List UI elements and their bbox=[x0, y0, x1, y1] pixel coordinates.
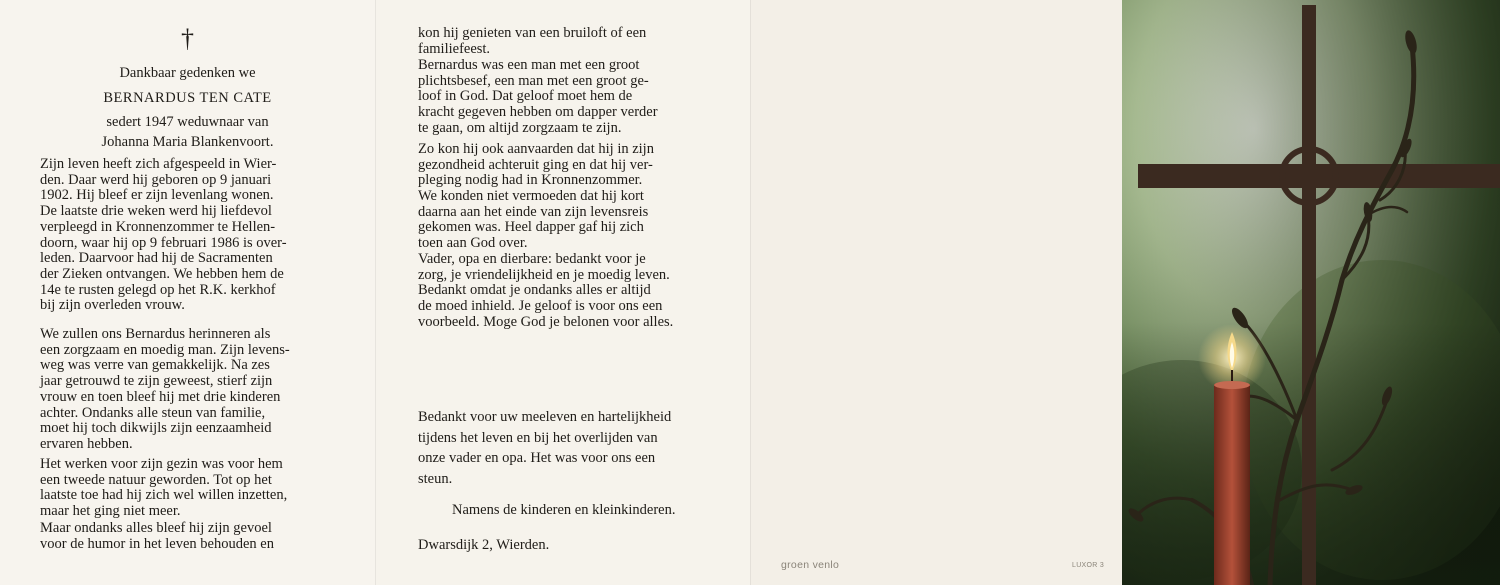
address-line: Dwarsdijk 2, Wierden. bbox=[418, 537, 550, 553]
back-panel bbox=[750, 0, 1122, 585]
header-line-3: sedert 1947 weduwnaar van bbox=[106, 114, 269, 130]
card-code: LUXOR 3 bbox=[1072, 562, 1105, 569]
middle-paragraph-1: kon hij genieten van een bruiloft of een familiefeest. bbox=[418, 25, 647, 57]
middle-paragraph-4: We konden niet vermoeden dat hij kort daarna aan het einde van zijn levensreis gekomen was. Heel dapper gaf hij zich toen aan God over. bbox=[418, 188, 649, 252]
middle-paragraph-3: Zo kon hij ook aanvaarden dat hij in zijn gezondheid achteruit ging en dat hij ver- pleging nodig had in Kronnenzommer. bbox=[418, 141, 654, 189]
signature-line: Namens de kinderen en kleinkinderen. bbox=[452, 502, 676, 518]
left-paragraph-3: Het werken voor zijn gezin was voor hem een tweede natuur geworden. Tot op het laatste toe had hij zich wel willen inzetten, maar het ging niet meer. bbox=[40, 456, 288, 520]
left-paragraph-4: Maar ondanks alles bleef hij zijn gevoel voor de humor in het leven behouden en bbox=[40, 520, 274, 552]
cross-icon: † bbox=[181, 24, 194, 53]
middle-paragraph-5: Vader, opa en dierbare: bedankt voor je zorg, je vriendelijkheid en je moedig leven. Bedankt omdat je ondanks alles er altijd de moed inhield. Je geloof is voor ons een voorbeeld. Moge God je belonen voor alles. bbox=[418, 251, 674, 330]
printer-imprint: groen venlo bbox=[781, 559, 840, 571]
photo-panel bbox=[1122, 0, 1500, 585]
left-text-panel bbox=[0, 0, 375, 585]
left-paragraph-2: We zullen ons Bernardus herinneren als een zorgzaam en moedig man. Zijn levens- weg was verre van gemakkelijk. Na zes jaar getrouwd te zijn geweest, stierf zijn vrouw en toen bleef hij met drie kinderen achter. Ondanks alle steun van familie, moet hij toch dikwijls zijn eenzaamheid ervaren hebben. bbox=[40, 326, 290, 452]
header-line-1: Dankbaar gedenken we bbox=[119, 65, 256, 81]
deceased-name: BERNARDUS TEN CATE bbox=[103, 90, 272, 106]
thanks-paragraph: Bedankt voor uw meeleven en hartelijkheid tijdens het leven en bij het overlijden van onze vader en opa. Het was voor ons een steun. bbox=[418, 409, 672, 487]
header-line-4: Johanna Maria Blankenvoort. bbox=[101, 134, 274, 150]
middle-paragraph-2: Bernardus was een man met een groot plichtsbesef, een man met een groot ge- loof in God. Dat geloof moet hem de kracht gegeven hebben om dapper verder te gaan, om altijd zorgzaam te zijn. bbox=[418, 57, 658, 136]
left-paragraph-1: Zijn leven heeft zich afgespeeld in Wier- den. Daar werd hij geboren op 9 januari 1902. Hij bleef er zijn levenlang wonen. De laatste drie weken werd hij liefdevol verpleegd in Kronnenzommer te Hellen- doorn, waar hij op 9 februari 1986 is over- leden. Daarvoor had hij de Sacramenten der Zieken ontvangen. We hebben hem de 14e te rusten gelegd op het R.K. kerkhof bij zijn overleden vrouw. bbox=[40, 156, 287, 314]
fold-line bbox=[375, 0, 376, 585]
cross-photo bbox=[1122, 0, 1500, 585]
fold-line bbox=[750, 0, 751, 585]
